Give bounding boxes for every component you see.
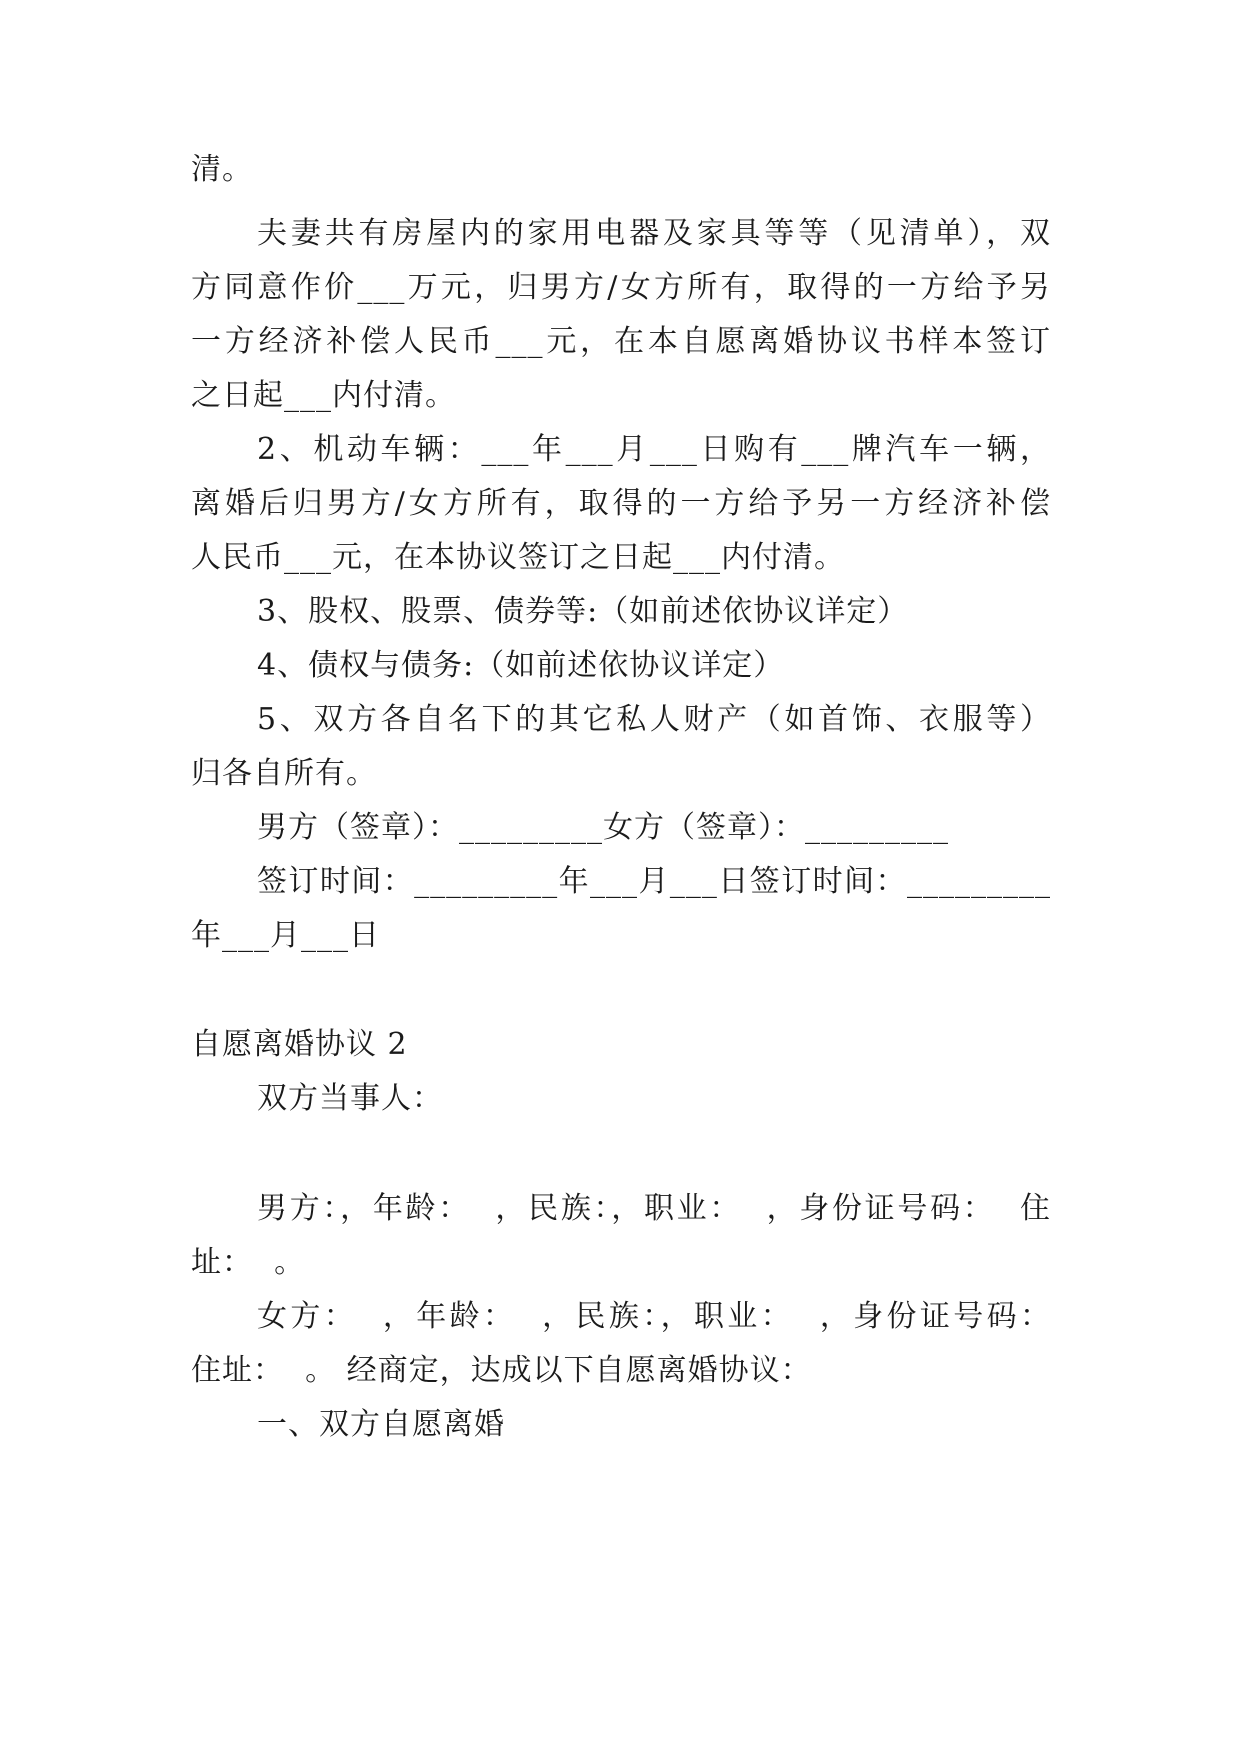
paragraph-first-line: 夫妻共有房屋内的家用电器及家具等等（见清单），双 xyxy=(257,216,1051,251)
text-line: 人民币___元，在本协议签订之日起___内付清。 xyxy=(191,540,845,575)
paragraph-first-line: 3、股权、股票、债券等:（如前述依协议详定） xyxy=(257,594,909,629)
paragraph-first-line: 2、机动车辆：___年___月___日购有___牌汽车一辆， xyxy=(257,432,1051,467)
text-line: 离婚后归男方/女方所有，取得的一方给予另一方经济补偿 xyxy=(191,486,1051,521)
text-line: 方同意作价___万元，归男方/女方所有，取得的一方给予另 xyxy=(191,270,1051,305)
paragraph-first-line: 5、双方各自名下的其它私人财产（如首饰、衣服等） xyxy=(257,702,1051,737)
text-line: 址： 。 xyxy=(191,1245,306,1280)
text-line: 清。 xyxy=(191,152,253,187)
paragraph-first-line: 女方： ，年龄： ，民族：，职业： ，身份证号码： xyxy=(257,1299,1051,1334)
signature-line: 男方（签章）：_________女方（签章）：_________ xyxy=(257,810,949,845)
date-line: 签订时间：_________年___月___日签订时间：_________ xyxy=(257,864,1051,899)
date-line: 年___月___日 xyxy=(191,918,380,953)
paragraph-first-line: 一、双方自愿离婚 xyxy=(257,1407,505,1442)
paragraph-first-line: 男方：，年龄： ，民族：，职业： ，身份证号码： 住 xyxy=(257,1191,1051,1226)
paragraph-first-line: 4、债权与债务:（如前述依协议详定） xyxy=(257,648,785,683)
text-line: 住址： 。 经商定，达成以下自愿离婚协议： xyxy=(191,1353,812,1388)
paragraph-first-line: 双方当事人： xyxy=(257,1081,443,1116)
text-line: 归各自所有。 xyxy=(191,756,377,791)
text-line: 之日起___内付清。 xyxy=(191,378,456,413)
section-title: 自愿离婚协议 2 xyxy=(191,1027,408,1062)
text-line: 一方经济补偿人民币___元，在本自愿离婚协议书样本签订 xyxy=(191,324,1051,359)
